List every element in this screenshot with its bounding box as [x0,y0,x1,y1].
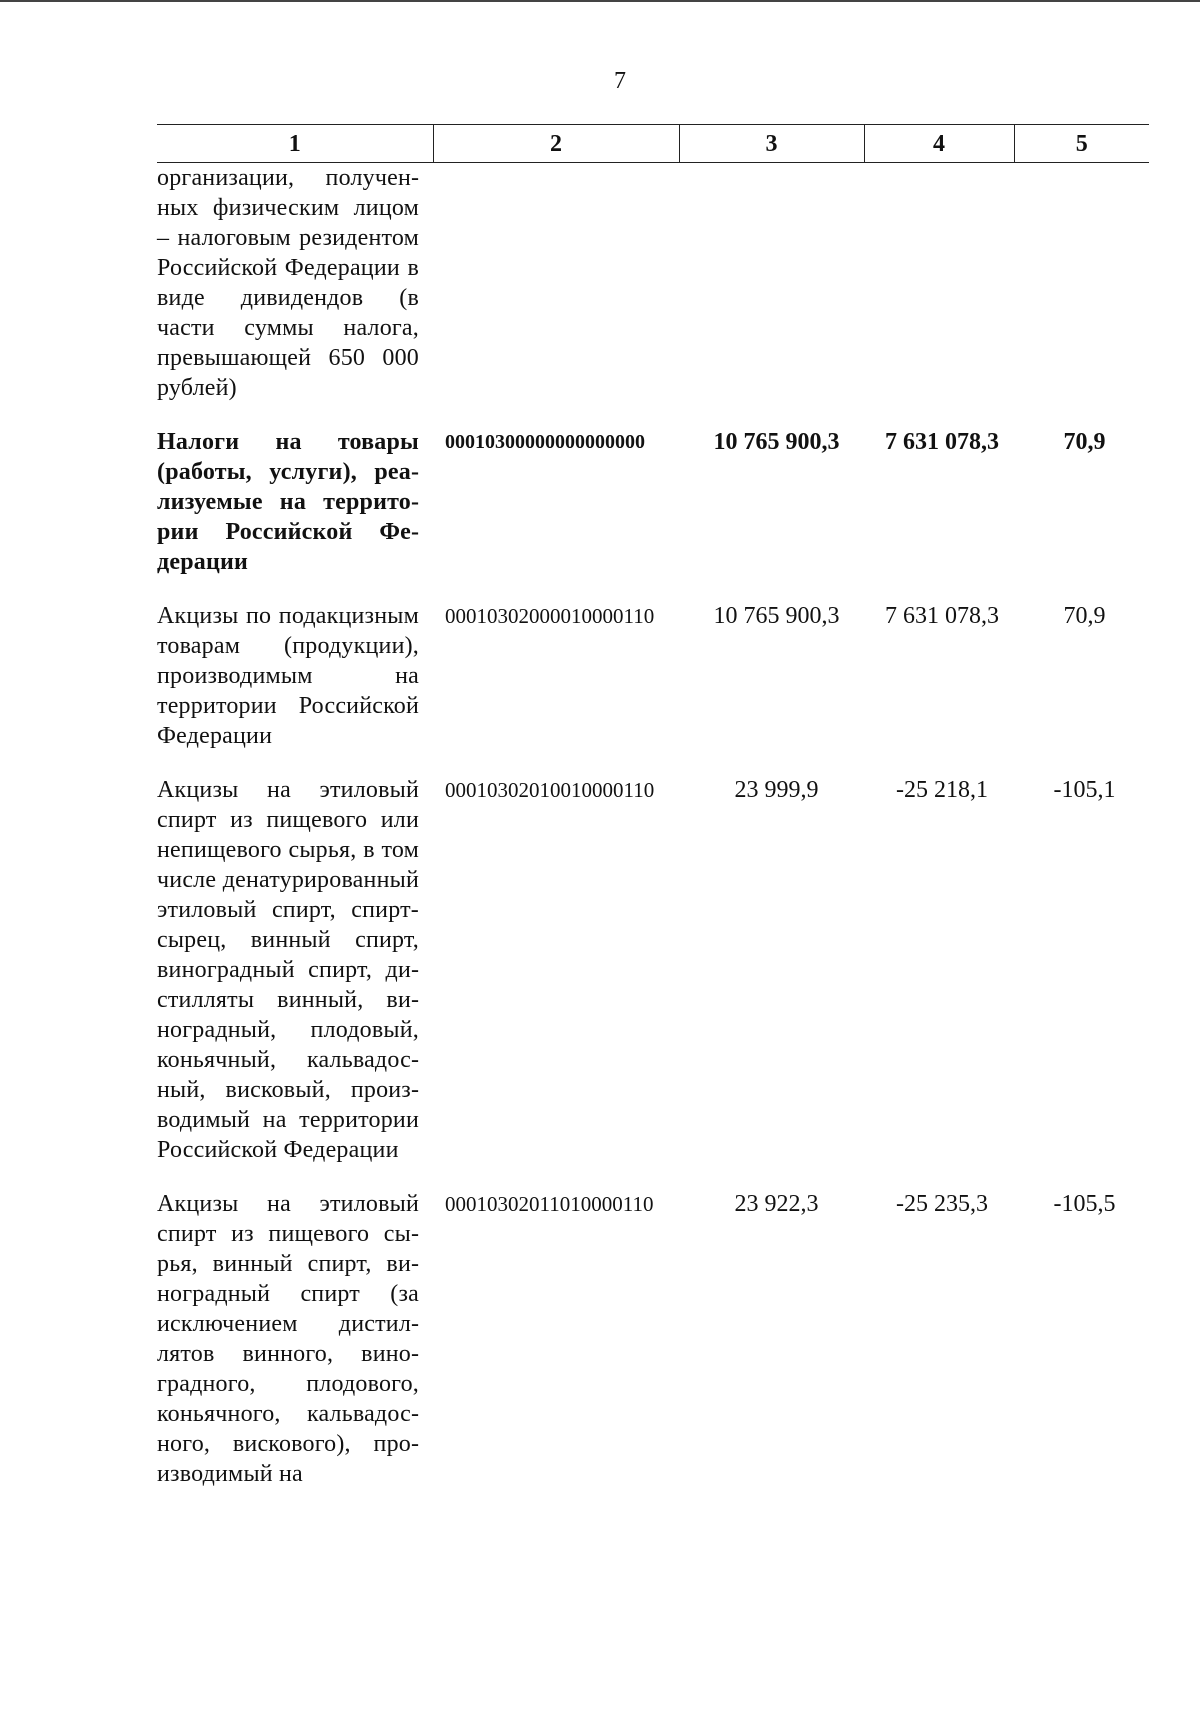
column-header-2: 2 [433,125,679,163]
row-value-col5 [1014,163,1149,428]
table-header-row [157,125,1149,163]
row-name: Налоги на товары (работы, услуги), реализуемые на территории Российской Федерации [157,429,419,575]
column-header-4: 4 [864,125,1014,163]
row-value-col4: 7 631 078,3 [885,603,999,629]
row-value-col4 [864,163,1014,428]
row-code [433,163,679,428]
row-value-col3: 10 765 900,3 [713,603,840,629]
row-value-col4: -25 218,1 [896,777,988,803]
column-header-1: 1 [157,125,433,163]
row-value-col3 [679,163,864,428]
row-code: 00010302010010000110 [445,778,655,802]
table-row [157,1189,1149,1513]
row-value-col4: 7 631 078,3 [885,429,999,455]
row-value-col3: 10 765 900,3 [713,429,840,455]
page-top-edge [0,0,1200,2]
row-name: Акцизы на этиловый спирт из пищевого или непищевого сырья, в том числе денатурированный этиловый спирт, спирт-сырец, винный спирт, виноградный спирт, дистилляты винный, виноградный, плодовый, коньячный, кальвадосный, висковый, производимый на территории Российской Федерации [157,777,419,1163]
row-value-col3: 23 999,9 [734,777,819,803]
row-name: Акцизы по подакцизным товарам (продукции), производимым на территории Российской Федерации [157,603,419,749]
row-value-col3: 23 922,3 [734,1191,819,1217]
row-code: 00010302000010000110 [445,604,655,628]
row-code: 00010302011010000110 [445,1192,654,1216]
row-value-col5: 70,9 [1063,603,1106,629]
table-row [157,775,1149,1189]
row-value-col5: 70,9 [1063,429,1106,455]
row-value-col5: -105,1 [1053,777,1116,803]
row-value-col5: -105,5 [1053,1191,1116,1217]
row-name: Акцизы на этиловый спирт из пищевого сырья, винный спирт, виноградный спирт (за исключением дистиллятов винного, виноградного, плодового, коньячного, кальвадосного, вискового), производимый на [157,1191,419,1487]
row-name: организации, полученных физическим лицом – налоговым резидентом Российской Федерации в виде дивидендов (в части суммы налога, превышающей 650 000 рублей) [157,165,419,401]
row-code: 00010300000000000000 [445,431,645,453]
table-row [157,601,1149,775]
budget-table [157,124,1149,1513]
row-value-col4: -25 235,3 [896,1191,988,1217]
page-number: 7 [614,68,626,94]
table-row [157,163,1149,428]
column-header-3: 3 [679,125,864,163]
column-header-5: 5 [1014,125,1149,163]
table-row [157,427,1149,601]
